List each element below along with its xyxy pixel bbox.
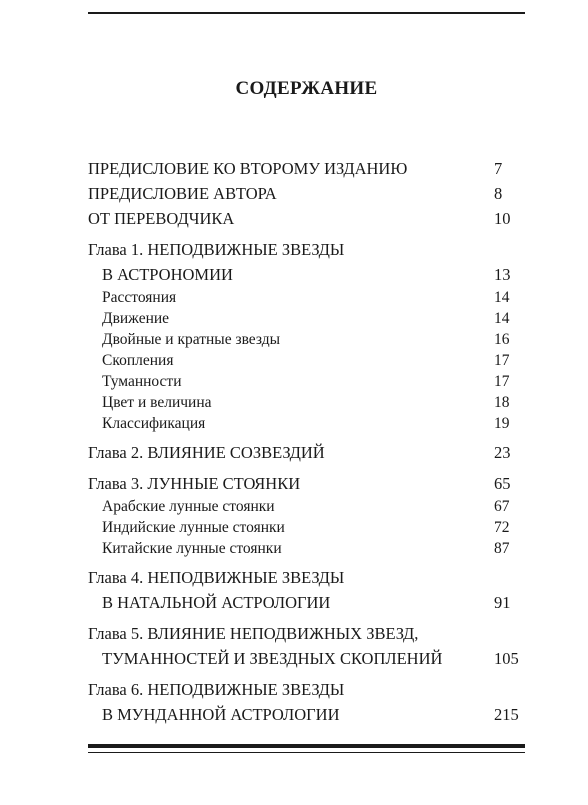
toc-entry-label: ПРЕДИСЛОВИЕ АВТОРА	[88, 184, 277, 203]
toc-entry-label: Глава 2. ВЛИЯНИЕ СОЗВЕЗДИЙ	[88, 443, 325, 462]
toc-subentry[interactable]	[88, 350, 524, 371]
bottom-rule-thin	[88, 752, 525, 753]
toc-entry-page: 14	[494, 289, 510, 306]
toc-subentry[interactable]	[88, 413, 524, 434]
toc-entry-label: Китайские лунные стоянки	[102, 540, 282, 557]
toc-entry-page: 14	[494, 310, 510, 327]
toc-entry-label: В МУНДАННОЙ АСТРОЛОГИИ	[102, 705, 340, 724]
toc-entry-page: 67	[494, 498, 510, 515]
toc-subentry[interactable]	[88, 538, 524, 559]
toc-entry-label: Глава 5. ВЛИЯНИЕ НЕПОДВИЖНЫХ ЗВЕЗД,	[88, 624, 419, 643]
toc-chapter-3[interactable]	[88, 471, 524, 496]
toc-subentry[interactable]	[88, 496, 524, 517]
toc-entry-page: 23	[494, 443, 511, 462]
toc-entry-label: Глава 3. ЛУННЫЕ СТОЯНКИ	[88, 474, 301, 493]
toc-chapter-6-continuation[interactable]	[88, 702, 524, 727]
toc-chapter-5-continuation[interactable]	[88, 646, 524, 671]
bottom-rule-thick	[88, 744, 525, 748]
toc-entry-page: 8	[494, 184, 503, 203]
toc-entry-label: Индийские лунные стоянки	[102, 519, 285, 536]
toc-entry-page: 72	[494, 519, 510, 536]
toc-entry-label: Глава 6. НЕПОДВИЖНЫЕ ЗВЕЗДЫ	[88, 680, 345, 699]
toc-entry-label: Расстояния	[102, 289, 177, 306]
toc-entry-label: ПРЕДИСЛОВИЕ КО ВТОРОМУ ИЗДАНИЮ	[88, 159, 408, 178]
toc-entry-label: В АСТРОНОМИИ	[102, 265, 233, 284]
toc-entry-page: 17	[494, 352, 510, 369]
toc-entry-label: Скопления	[102, 352, 174, 369]
toc-entry-page: 18	[494, 394, 510, 411]
toc-subentry[interactable]	[88, 517, 524, 538]
page-title: СОДЕРЖАНИЕ	[235, 78, 378, 99]
toc-entry-page: 215	[494, 705, 519, 724]
toc-entry-label: Глава 4. НЕПОДВИЖНЫЕ ЗВЕЗДЫ	[88, 568, 345, 587]
toc-entry-page: 10	[494, 209, 511, 228]
toc-entry-preface-second-edition[interactable]	[88, 156, 524, 181]
toc-entry-page: 16	[494, 331, 510, 348]
toc-chapter-1-continuation[interactable]	[88, 262, 524, 287]
toc-entry-page: 65	[494, 474, 511, 493]
toc-entry-label: Цвет и величина	[102, 394, 212, 411]
toc-chapter-4-continuation[interactable]	[88, 590, 524, 615]
toc-entry-label: Классификация	[102, 415, 206, 432]
toc-entry-page: 7	[494, 159, 503, 178]
toc-chapter-2[interactable]	[88, 440, 524, 465]
table-of-contents	[88, 156, 524, 727]
toc-entry-page: 91	[494, 593, 511, 612]
toc-entry-page: 105	[494, 649, 519, 668]
toc-subentry[interactable]	[88, 308, 524, 329]
toc-entry-author-preface[interactable]	[88, 181, 524, 206]
toc-chapter-6-heading[interactable]	[88, 677, 524, 702]
toc-subentry[interactable]	[88, 392, 524, 413]
toc-entry-page: 13	[494, 265, 511, 284]
toc-entry-label: Двойные и кратные звезды	[102, 331, 281, 348]
toc-entry-label: Глава 1. НЕПОДВИЖНЫЕ ЗВЕЗДЫ	[88, 240, 345, 259]
toc-entry-page: 87	[494, 540, 510, 557]
toc-entry-label: Арабские лунные стоянки	[102, 498, 275, 515]
toc-entry-label: ТУМАННОСТЕЙ И ЗВЕЗДНЫХ СКОПЛЕНИЙ	[102, 649, 443, 668]
toc-chapter-4-heading[interactable]	[88, 565, 524, 590]
toc-entry-translator-note[interactable]	[88, 206, 524, 231]
top-rule	[88, 12, 525, 14]
toc-chapter-1-heading[interactable]	[88, 237, 524, 262]
toc-entry-label: Туманности	[102, 373, 182, 390]
toc-entry-label: ОТ ПЕРЕВОДЧИКА	[88, 209, 235, 228]
toc-entry-page: 19	[494, 415, 510, 432]
toc-subentry[interactable]	[88, 371, 524, 392]
toc-entry-page: 17	[494, 373, 510, 390]
toc-subentry[interactable]	[88, 287, 524, 308]
toc-entry-label: Движение	[102, 310, 170, 327]
toc-subentry[interactable]	[88, 329, 524, 350]
toc-entry-label: В НАТАЛЬНОЙ АСТРОЛОГИИ	[102, 593, 331, 612]
toc-chapter-5-heading[interactable]	[88, 621, 524, 646]
